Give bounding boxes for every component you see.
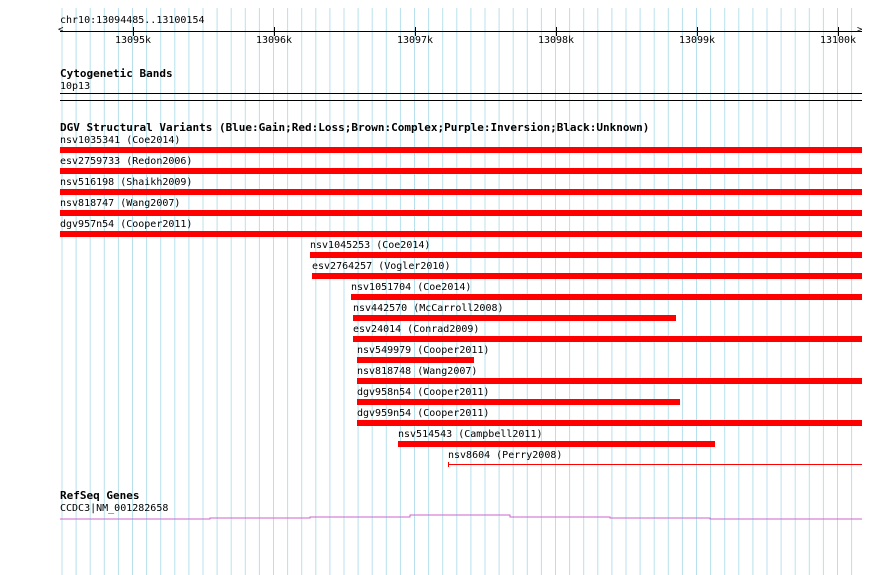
sv-label: nsv516198 (Shaikh2009) — [60, 177, 193, 188]
ruler-left-arrow: < — [58, 25, 64, 35]
ruler-right-arrow: > — [857, 25, 863, 35]
sv-label: nsv818747 (Wang2007) — [60, 198, 181, 209]
cytoband-label: 10p13 — [60, 81, 91, 92]
sv-label: esv2764257 (Vogler2010) — [312, 261, 451, 272]
sv-feature-bar[interactable] — [357, 420, 862, 426]
cytoband-bottom-line[interactable] — [60, 100, 862, 101]
ruler-tick-label: 13096k — [255, 35, 293, 46]
ruler-tick-label: 13097k — [396, 35, 434, 46]
sv-label: dgv958n54 (Cooper2011) — [357, 387, 490, 398]
sv-feature-bar[interactable] — [357, 399, 680, 405]
dgv-track-title: DGV Structural Variants (Blue:Gain;Red:Loss;Brown:Complex;Purple:Inversion;Black:Unknown) — [60, 121, 650, 134]
sv-label: nsv1045253 (Coe2014) — [310, 240, 431, 251]
sv-feature-bar[interactable] — [351, 294, 862, 300]
sv-label: nsv8604 (Perry2008) — [448, 450, 563, 461]
sv-feature-bar[interactable] — [310, 252, 862, 258]
sv-label: nsv549979 (Cooper2011) — [357, 345, 490, 356]
sv-label: esv24014 (Conrad2009) — [353, 324, 480, 335]
sv-feature-bar[interactable] — [357, 378, 862, 384]
refseq-track-title: RefSeq Genes — [60, 489, 140, 502]
refseq-gene-line — [60, 515, 862, 519]
ruler-axis — [60, 31, 862, 32]
sv-feature-bar[interactable] — [60, 147, 862, 153]
ruler-tick-label: 13098k — [537, 35, 575, 46]
sv-feature-bar[interactable] — [60, 168, 862, 174]
ruler-tick-label: 13095k — [114, 35, 152, 46]
sv-label: nsv514543 (Campbell2011) — [398, 429, 543, 440]
cytoband-top-line[interactable] — [60, 93, 862, 94]
sv-label: nsv442570 (McCarroll2008) — [353, 303, 504, 314]
sv-feature-bar[interactable] — [60, 189, 862, 195]
sv-label: nsv1035341 (Coe2014) — [60, 135, 181, 146]
ruler-tick-label: 13099k — [678, 35, 716, 46]
sv-feature-bar[interactable] — [398, 441, 715, 447]
sv-feature-bar[interactable] — [60, 231, 862, 237]
cytobands-track-title: Cytogenetic Bands — [60, 67, 173, 80]
sv-label: nsv818748 (Wang2007) — [357, 366, 478, 377]
sv-feature-bar[interactable] — [60, 210, 862, 216]
sv-feature-bar[interactable] — [353, 336, 862, 342]
sv-feature-bar[interactable] — [353, 315, 676, 321]
sv-feature-bar[interactable] — [357, 357, 474, 363]
sv-label: esv2759733 (Redon2006) — [60, 156, 193, 167]
sv-label: dgv957n54 (Cooper2011) — [60, 219, 193, 230]
refseq-gene-model[interactable] — [0, 510, 890, 526]
sv-feature-line[interactable] — [448, 464, 862, 465]
refseq-gene-label: CCDC3|NM_001282658 — [60, 503, 169, 514]
ruler-tick-label: 13100k — [819, 35, 857, 46]
sv-feature-bar[interactable] — [312, 273, 862, 279]
sv-label: nsv1051704 (Coe2014) — [351, 282, 472, 293]
ruler-position: chr10:13094485..13100154 — [60, 15, 205, 26]
sv-label: dgv959n54 (Cooper2011) — [357, 408, 490, 419]
